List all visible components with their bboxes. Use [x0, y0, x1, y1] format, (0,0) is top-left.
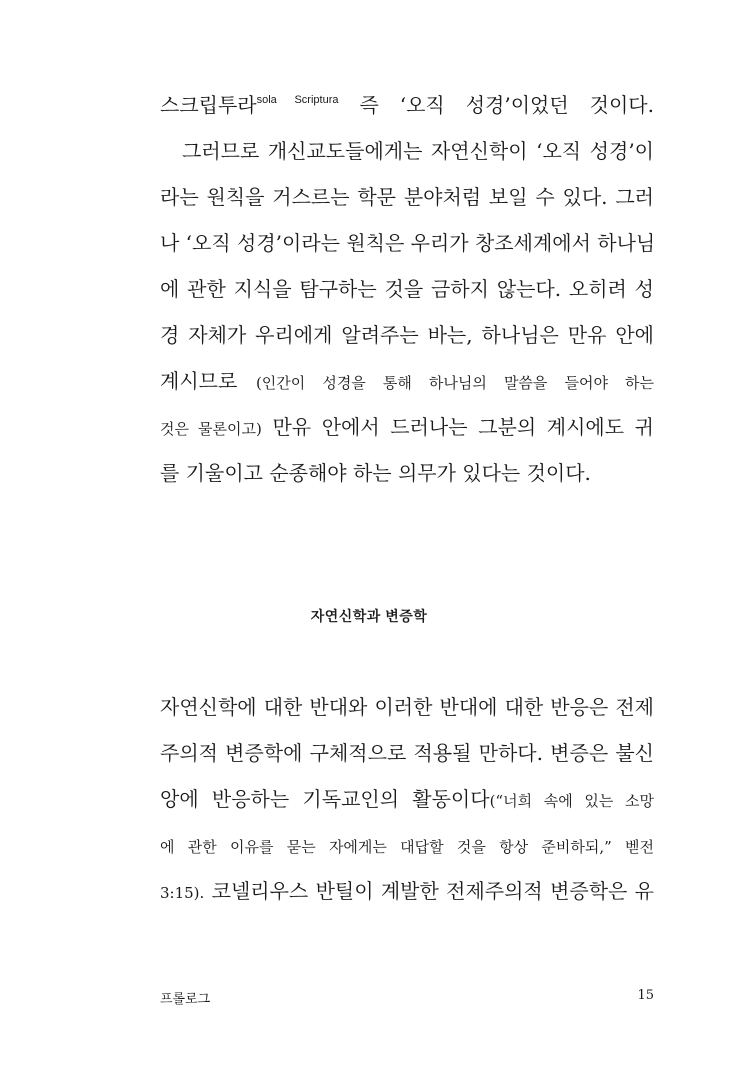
text-line: [160, 82, 654, 128]
text-line: 주의적 변증학에 구체적으로 적용될 만하다. 변증은 불신: [160, 741, 654, 765]
text-line: 에 관한 지식을 탐구하는 것을 금하지 않는다. 오히려 성: [160, 277, 654, 301]
text-line: [160, 358, 654, 404]
text-run: 스크립투라: [160, 93, 257, 117]
text-run: 계시므로: [160, 369, 256, 393]
paragraph-section-2: [160, 684, 654, 914]
text-line: 자연신학에 대한 반대와 이러한 반대에 대한 반응은 전제: [160, 695, 654, 719]
bible-citation: 3:15).: [160, 884, 205, 902]
paragraph-section-1: [160, 82, 654, 496]
bible-citation: (“너희 속에 있는 소망: [489, 792, 654, 810]
section-heading: 자연신학과 변증학: [310, 608, 428, 624]
text-line: 그러므로 개신교도들에게는 자연신학이 ‘오직 성경’이: [182, 139, 654, 163]
text-line: [160, 776, 654, 822]
text-line: 경 자체가 우리에게 알려주는 바는, 하나님은 만유 안에: [160, 323, 654, 347]
running-footer-chapter: 프롤로그: [160, 992, 211, 1007]
text-run: 만유 안에서 드러나는 그분의 계시에도 귀: [261, 415, 654, 439]
page-number: 15: [637, 988, 654, 1003]
text-line: [160, 868, 654, 914]
parenthetical-note: (인간이 성경을 통해 하나님의 말씀을 들어야 하는: [255, 374, 654, 392]
text-line: 나 ‘오직 성경’이라는 원칙은 우리가 창조세계에서 하나님: [160, 231, 656, 255]
text-line: 라는 원칙을 거스르는 학문 분야처럼 보일 수 있다. 그러: [160, 185, 654, 209]
text-line: [160, 404, 654, 450]
bible-citation: 에 관한 이유를 묻는 자에게는 대답할 것을 항상 준비하되,” 벧전: [160, 838, 654, 856]
text-run: 앙에 반응하는 기독교인의 활동이다: [160, 787, 490, 811]
superscript-annotation: sola Scriptura: [256, 94, 339, 106]
text-run: 즉 ‘오직 성경’이었던 것이다.: [338, 93, 654, 117]
text-line: 를 기울이고 순종해야 하는 의무가 있다는 것이다.: [160, 461, 591, 485]
text-run: 코넬리우스 반틸이 계발한 전제주의적 변증학은 유: [204, 879, 654, 903]
text-line: [160, 822, 654, 868]
parenthetical-note: 것은 물론이고): [160, 420, 262, 438]
